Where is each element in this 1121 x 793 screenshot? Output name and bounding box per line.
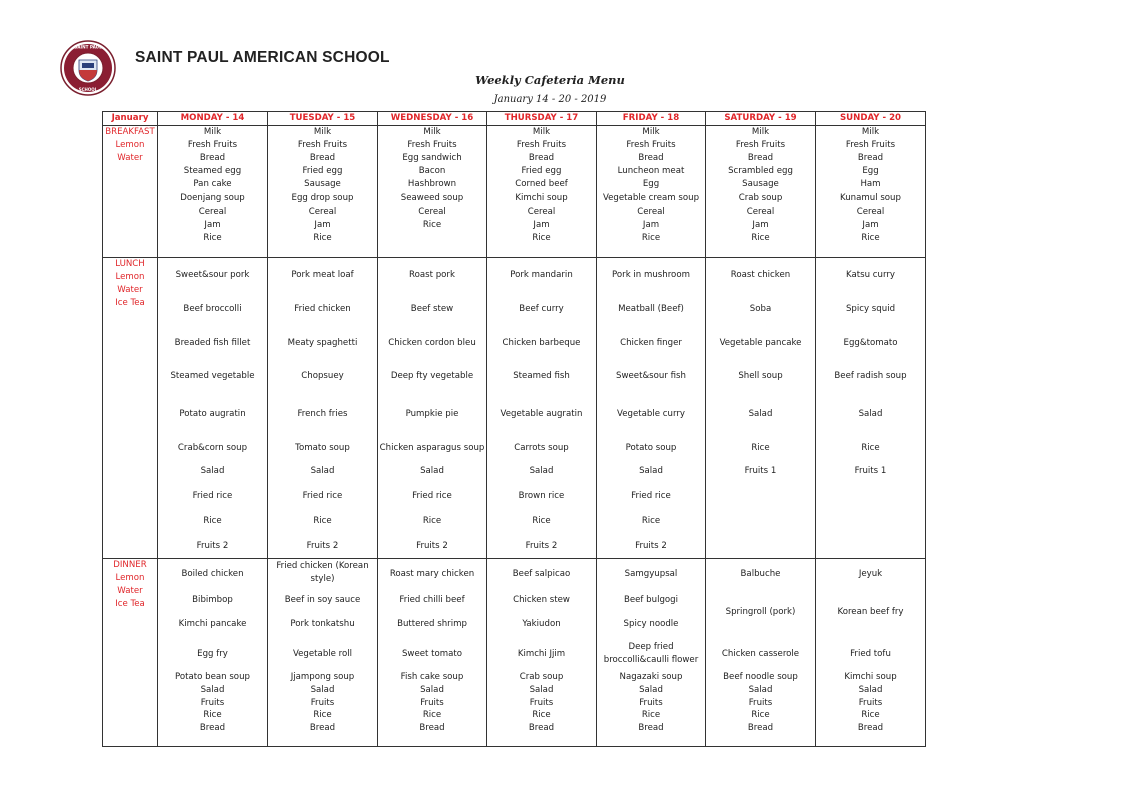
menu-item: Jam	[642, 220, 660, 230]
menu-item: Fruits	[420, 698, 444, 708]
menu-item: Vegetable curry	[617, 409, 685, 419]
menu-item: Fresh Fruits	[735, 140, 786, 150]
day-header-monday: MONDAY - 14	[158, 112, 268, 126]
menu-item: Beef in soy sauce	[284, 595, 361, 605]
lunch-monday	[158, 258, 268, 559]
svg-text:SAINT PAUL: SAINT PAUL	[74, 44, 102, 50]
school-name: SAINT PAUL AMERICAN SCHOOL	[135, 49, 390, 66]
menu-item: Fried rice	[302, 491, 343, 501]
menu-item: Crab soup	[519, 672, 564, 682]
dinner-label-line: Water	[117, 586, 143, 596]
menu-item: Yakiudon	[522, 619, 561, 629]
breakfast-friday	[597, 126, 706, 258]
dinner-saturday	[706, 559, 816, 747]
menu-item: Meaty spaghetti	[287, 338, 358, 348]
menu-item: Beef salpicao	[512, 569, 571, 579]
menu-item: Salad	[529, 685, 554, 695]
menu-item: Fresh Fruits	[187, 140, 238, 150]
menu-item: Buttered shrimp	[397, 619, 467, 629]
menu-item: Corned beef	[515, 179, 568, 189]
menu-item: Rice	[532, 710, 551, 720]
day-header-wednesday: WEDNESDAY - 16	[378, 112, 487, 126]
menu-item: Fruits 2	[635, 541, 667, 551]
menu-item: Rice	[532, 516, 551, 526]
menu-item: Beef bulgogi	[623, 595, 679, 605]
dinner-wednesday	[378, 559, 487, 747]
menu-item: Seaweed soup	[400, 193, 464, 203]
menu-item: Katsu curry	[846, 270, 895, 280]
breakfast-thursday	[487, 126, 597, 258]
menu-item: Fried rice	[192, 491, 233, 501]
menu-item: Chicken cordon bleu	[388, 338, 476, 348]
menu-item: Chopsuey	[301, 371, 344, 381]
menu-item: Vegetable cream soup	[602, 193, 700, 203]
menu-item: Pumpkie pie	[405, 409, 459, 419]
menu-item: Sweet&sour fish	[616, 371, 686, 381]
menu-item: Jeyuk	[858, 569, 883, 579]
menu-item: Bread	[309, 153, 336, 163]
menu-item: Rice	[313, 233, 332, 243]
menu-item: Bread	[857, 723, 884, 733]
menu-item: Cereal	[856, 207, 885, 217]
dinner-sunday	[816, 559, 926, 747]
menu-item: Milk	[313, 127, 332, 137]
breakfast-label-line: Lemon	[115, 140, 145, 150]
menu-item: Korean beef fry	[837, 607, 904, 617]
menu-item: Potato bean soup	[175, 672, 250, 682]
menu-item: Rice	[422, 516, 442, 526]
menu-item: Fruits	[310, 698, 335, 708]
menu-item: Salad	[858, 685, 883, 695]
menu-item: Rice	[313, 516, 332, 526]
lunch-label-line: Ice Tea	[115, 298, 145, 308]
menu-item: Fried rice	[631, 491, 671, 501]
day-header-sunday: SUNDAY - 20	[816, 112, 926, 126]
breakfast-label	[103, 126, 158, 258]
menu-item: Bread	[747, 723, 774, 733]
dinner-label-line: DINNER	[113, 560, 147, 570]
menu-item: Egg&tomato	[843, 338, 898, 348]
menu-item: Egg	[862, 166, 879, 176]
breakfast-tuesday	[268, 126, 378, 258]
menu-item: Rice	[203, 710, 222, 720]
menu-item: Bread	[638, 153, 664, 163]
menu-item: Salad	[529, 466, 554, 476]
menu-item: Beef stew	[410, 304, 454, 314]
menu-item: French fries	[297, 409, 348, 419]
menu-item: Rice	[751, 710, 770, 720]
menu-item: Cereal	[308, 207, 337, 217]
day-header-tuesday: TUESDAY - 15	[268, 112, 378, 126]
menu-item: Roast mary chicken	[389, 569, 475, 579]
menu-item: Brown rice	[518, 491, 565, 501]
menu-item: Rice	[313, 710, 332, 720]
menu-item: Jam	[204, 220, 221, 230]
menu-item: Steamed vegetable	[170, 371, 255, 381]
menu-item: Milk	[861, 127, 880, 137]
menu-dates: January 14 - 20 - 2019	[493, 94, 607, 105]
menu-item: Egg sandwich	[402, 153, 462, 163]
dinner-row	[103, 559, 926, 747]
menu-item: Fruits 2	[306, 541, 339, 551]
menu-item: Cereal	[198, 207, 227, 217]
menu-item: Salad	[639, 685, 663, 695]
month-header: January	[103, 112, 158, 126]
menu-item: Bread	[199, 153, 226, 163]
menu-item: Roast chicken	[730, 270, 791, 280]
menu-item: Tomato soup	[295, 443, 350, 453]
menu-item: Doenjang soup	[180, 193, 245, 203]
menu-item: Salad	[748, 685, 773, 695]
menu-item: Fresh Fruits	[407, 140, 457, 150]
menu-item: Jam	[752, 220, 769, 230]
menu-item: Egg	[642, 179, 660, 189]
school-logo	[60, 40, 116, 96]
menu-item: Chicken stew	[513, 595, 570, 605]
menu-item: Rice	[203, 233, 222, 243]
menu-item: Bread	[528, 723, 555, 733]
menu-item: Pork meat loaf	[291, 270, 354, 280]
menu-item: Cereal	[637, 207, 665, 217]
menu-item: Bread	[419, 723, 445, 733]
menu-item: Cereal	[418, 207, 446, 217]
menu-item: Crab&corn soup	[177, 443, 248, 453]
breakfast-monday	[158, 126, 268, 258]
breakfast-saturday	[706, 126, 816, 258]
svg-text:SCHOOL: SCHOOL	[78, 87, 98, 92]
menu-item: Bacon	[418, 166, 446, 176]
menu-item: Pan cake	[193, 179, 232, 189]
lunch-tuesday	[268, 258, 378, 559]
menu-item: Breaded fish fillet	[174, 338, 251, 348]
lunch-label-line: LUNCH	[115, 259, 145, 269]
menu-item: Sweet tomato	[401, 649, 463, 659]
menu-item: Vegetable roll	[292, 649, 353, 659]
menu-item: Rice	[751, 233, 770, 243]
menu-item: Rice	[203, 516, 222, 526]
menu-item: Spicy noodle	[623, 619, 679, 629]
menu-item: Rice	[641, 233, 661, 243]
lunch-label-line: Water	[117, 285, 143, 295]
menu-item: Beef radish soup	[834, 371, 907, 381]
menu-item: Shell soup	[738, 371, 783, 381]
menu-item: Rice	[532, 233, 551, 243]
menu-item: Salad	[310, 466, 335, 476]
menu-item: Salad	[310, 685, 335, 695]
menu-item: Fried chicken	[294, 304, 351, 314]
menu-item: Milk	[532, 127, 551, 137]
menu-item: Hashbrown	[407, 179, 457, 189]
lunch-label	[103, 258, 158, 559]
menu-item: Boiled chicken	[181, 569, 244, 579]
menu-item: Egg drop soup	[291, 193, 354, 203]
menu-item: Sweet&sour pork	[175, 270, 250, 280]
menu-item: style)	[310, 574, 335, 584]
menu-item: Fresh Fruits	[845, 140, 896, 150]
menu-item: Fried egg	[302, 166, 343, 176]
menu-item: broccolli&caulli flower	[603, 655, 699, 665]
menu-item: Fruits	[748, 698, 773, 708]
breakfast-row	[103, 126, 926, 258]
menu-item: Salad	[858, 409, 883, 419]
menu-item: Bread	[309, 723, 336, 733]
menu-item: Deep fried	[628, 642, 674, 652]
menu-item: Soba	[749, 304, 772, 314]
menu-item: Rice	[861, 443, 880, 453]
dinner-label	[103, 559, 158, 747]
menu-item: Fruits	[639, 698, 663, 708]
menu-item: Salad	[200, 466, 225, 476]
menu-item: Fruits 2	[525, 541, 558, 551]
menu-item: Rice	[751, 443, 770, 453]
menu-item: Fruits	[200, 698, 225, 708]
menu-item: Cereal	[746, 207, 775, 217]
lunch-thursday	[487, 258, 597, 559]
menu-item: Ham	[860, 179, 881, 189]
menu-item: Vegetable augratin	[500, 409, 583, 419]
menu-item: Fruits 2	[196, 541, 229, 551]
dinner-label-line: Lemon	[115, 573, 145, 583]
menu-item: Springroll (pork)	[725, 607, 796, 617]
menu-item: Jam	[314, 220, 331, 230]
dinner-monday	[158, 559, 268, 747]
day-header-friday: FRIDAY - 18	[597, 112, 706, 126]
menu-item: Salad	[420, 466, 444, 476]
menu-item: Fried rice	[412, 491, 452, 501]
menu-item: Rice	[861, 233, 880, 243]
menu-item: Fruits 1	[854, 466, 887, 476]
menu-item: Bread	[747, 153, 774, 163]
menu-item: Spicy squid	[845, 304, 896, 314]
day-header-thursday: THURSDAY - 17	[487, 112, 597, 126]
menu-item: Potato soup	[625, 443, 677, 453]
menu-item: Steamed egg	[183, 166, 242, 176]
menu-item: Cereal	[527, 207, 556, 217]
menu-item: Steamed fish	[513, 371, 570, 381]
menu-item: Fresh Fruits	[297, 140, 348, 150]
header-row	[103, 112, 926, 126]
menu-item: Fresh Fruits	[626, 140, 676, 150]
menu-item: Chicken barbeque	[502, 338, 581, 348]
dinner-thursday	[487, 559, 597, 747]
menu-item: Bread	[528, 153, 555, 163]
menu-item: Pork in mushroom	[612, 270, 690, 280]
weekly-menu-table	[102, 111, 926, 747]
menu-title: Weekly Cafeteria Menu	[475, 73, 625, 87]
lunch-wednesday	[378, 258, 487, 559]
menu-item: Balbuche	[740, 569, 781, 579]
menu-item: Pork tonkatshu	[290, 619, 355, 629]
menu-item: Salad	[748, 409, 773, 419]
menu-item: Kunamul soup	[840, 193, 901, 203]
menu-item: Fried egg	[521, 166, 562, 176]
menu-item: Milk	[751, 127, 770, 137]
dinner-tuesday	[268, 559, 378, 747]
menu-item: Fried chilli beef	[399, 595, 465, 605]
menu-item: Chicken asparagus soup	[379, 443, 485, 453]
menu-item: Kimchi soup	[844, 672, 897, 682]
menu-item: Fruits 2	[416, 541, 448, 551]
menu-item: Fried chicken (Korean	[276, 561, 369, 571]
menu-item: Sausage	[742, 179, 779, 189]
menu-item: Fruits	[858, 698, 883, 708]
menu-item: Bread	[199, 723, 226, 733]
menu-item: Sausage	[304, 179, 341, 189]
menu-item: Rice	[422, 220, 442, 230]
menu-item: Luncheon meat	[617, 166, 685, 176]
lunch-friday	[597, 258, 706, 559]
menu-item: Pork mandarin	[510, 270, 573, 280]
menu-item: Roast pork	[409, 270, 455, 280]
menu-item: Jjampong soup	[290, 672, 355, 682]
menu-item: Milk	[423, 127, 441, 137]
menu-item: Nagazaki soup	[619, 672, 683, 682]
menu-item: Fresh Fruits	[516, 140, 567, 150]
menu-item: Kimchi soup	[515, 193, 568, 203]
menu-item: Rice	[861, 710, 880, 720]
menu-item: Samgyupsal	[624, 569, 678, 579]
breakfast-sunday	[816, 126, 926, 258]
menu-item: Fruits	[529, 698, 554, 708]
menu-item: Jam	[533, 220, 550, 230]
menu-item: Egg fry	[197, 649, 228, 659]
menu-item: Fruits 1	[744, 466, 777, 476]
lunch-saturday	[706, 258, 816, 559]
menu-item: Milk	[642, 127, 660, 137]
menu-item: Crab soup	[738, 193, 783, 203]
menu-item: Deep fty vegetable	[390, 371, 474, 381]
menu-item: Rice	[641, 516, 661, 526]
dinner-friday	[597, 559, 706, 747]
menu-item: Jam	[862, 220, 879, 230]
menu-item: Bibimbop	[192, 595, 233, 605]
lunch-label-line: Lemon	[115, 272, 145, 282]
menu-item: Scrambled egg	[728, 166, 793, 176]
menu-item: Beef noodle soup	[723, 672, 798, 682]
breakfast-wednesday	[378, 126, 487, 258]
menu-item: Rice	[641, 710, 661, 720]
menu-item: Fried tofu	[850, 649, 891, 659]
menu-item: Potato augratin	[179, 409, 246, 419]
lunch-row	[103, 258, 926, 559]
menu-item: Salad	[200, 685, 225, 695]
menu-item: Vegetable pancake	[719, 338, 802, 348]
menu-item: Rice	[422, 710, 442, 720]
day-header-saturday: SATURDAY - 19	[706, 112, 816, 126]
menu-item: Bread	[857, 153, 884, 163]
menu-item: Fish cake soup	[400, 672, 464, 682]
lunch-sunday	[816, 258, 926, 559]
menu-item: Meatball (Beef)	[618, 304, 684, 314]
breakfast-label-line: Water	[117, 153, 143, 163]
dinner-label-line: Ice Tea	[115, 599, 145, 609]
menu-item: Chicken finger	[620, 338, 682, 348]
menu-item: Salad	[639, 466, 663, 476]
menu-item: Salad	[420, 685, 444, 695]
menu-item: Bread	[638, 723, 664, 733]
menu-item: Kimchi pancake	[178, 619, 247, 629]
menu-item: Beef broccolli	[183, 304, 242, 314]
menu-item: Beef curry	[519, 304, 564, 314]
menu-item: Kimchi Jjim	[517, 649, 566, 659]
menu-item: Carrots soup	[514, 443, 569, 453]
breakfast-label-line: BREAKFAST	[105, 127, 155, 137]
menu-item: Milk	[203, 127, 222, 137]
menu-item: Chicken casserole	[721, 649, 800, 659]
